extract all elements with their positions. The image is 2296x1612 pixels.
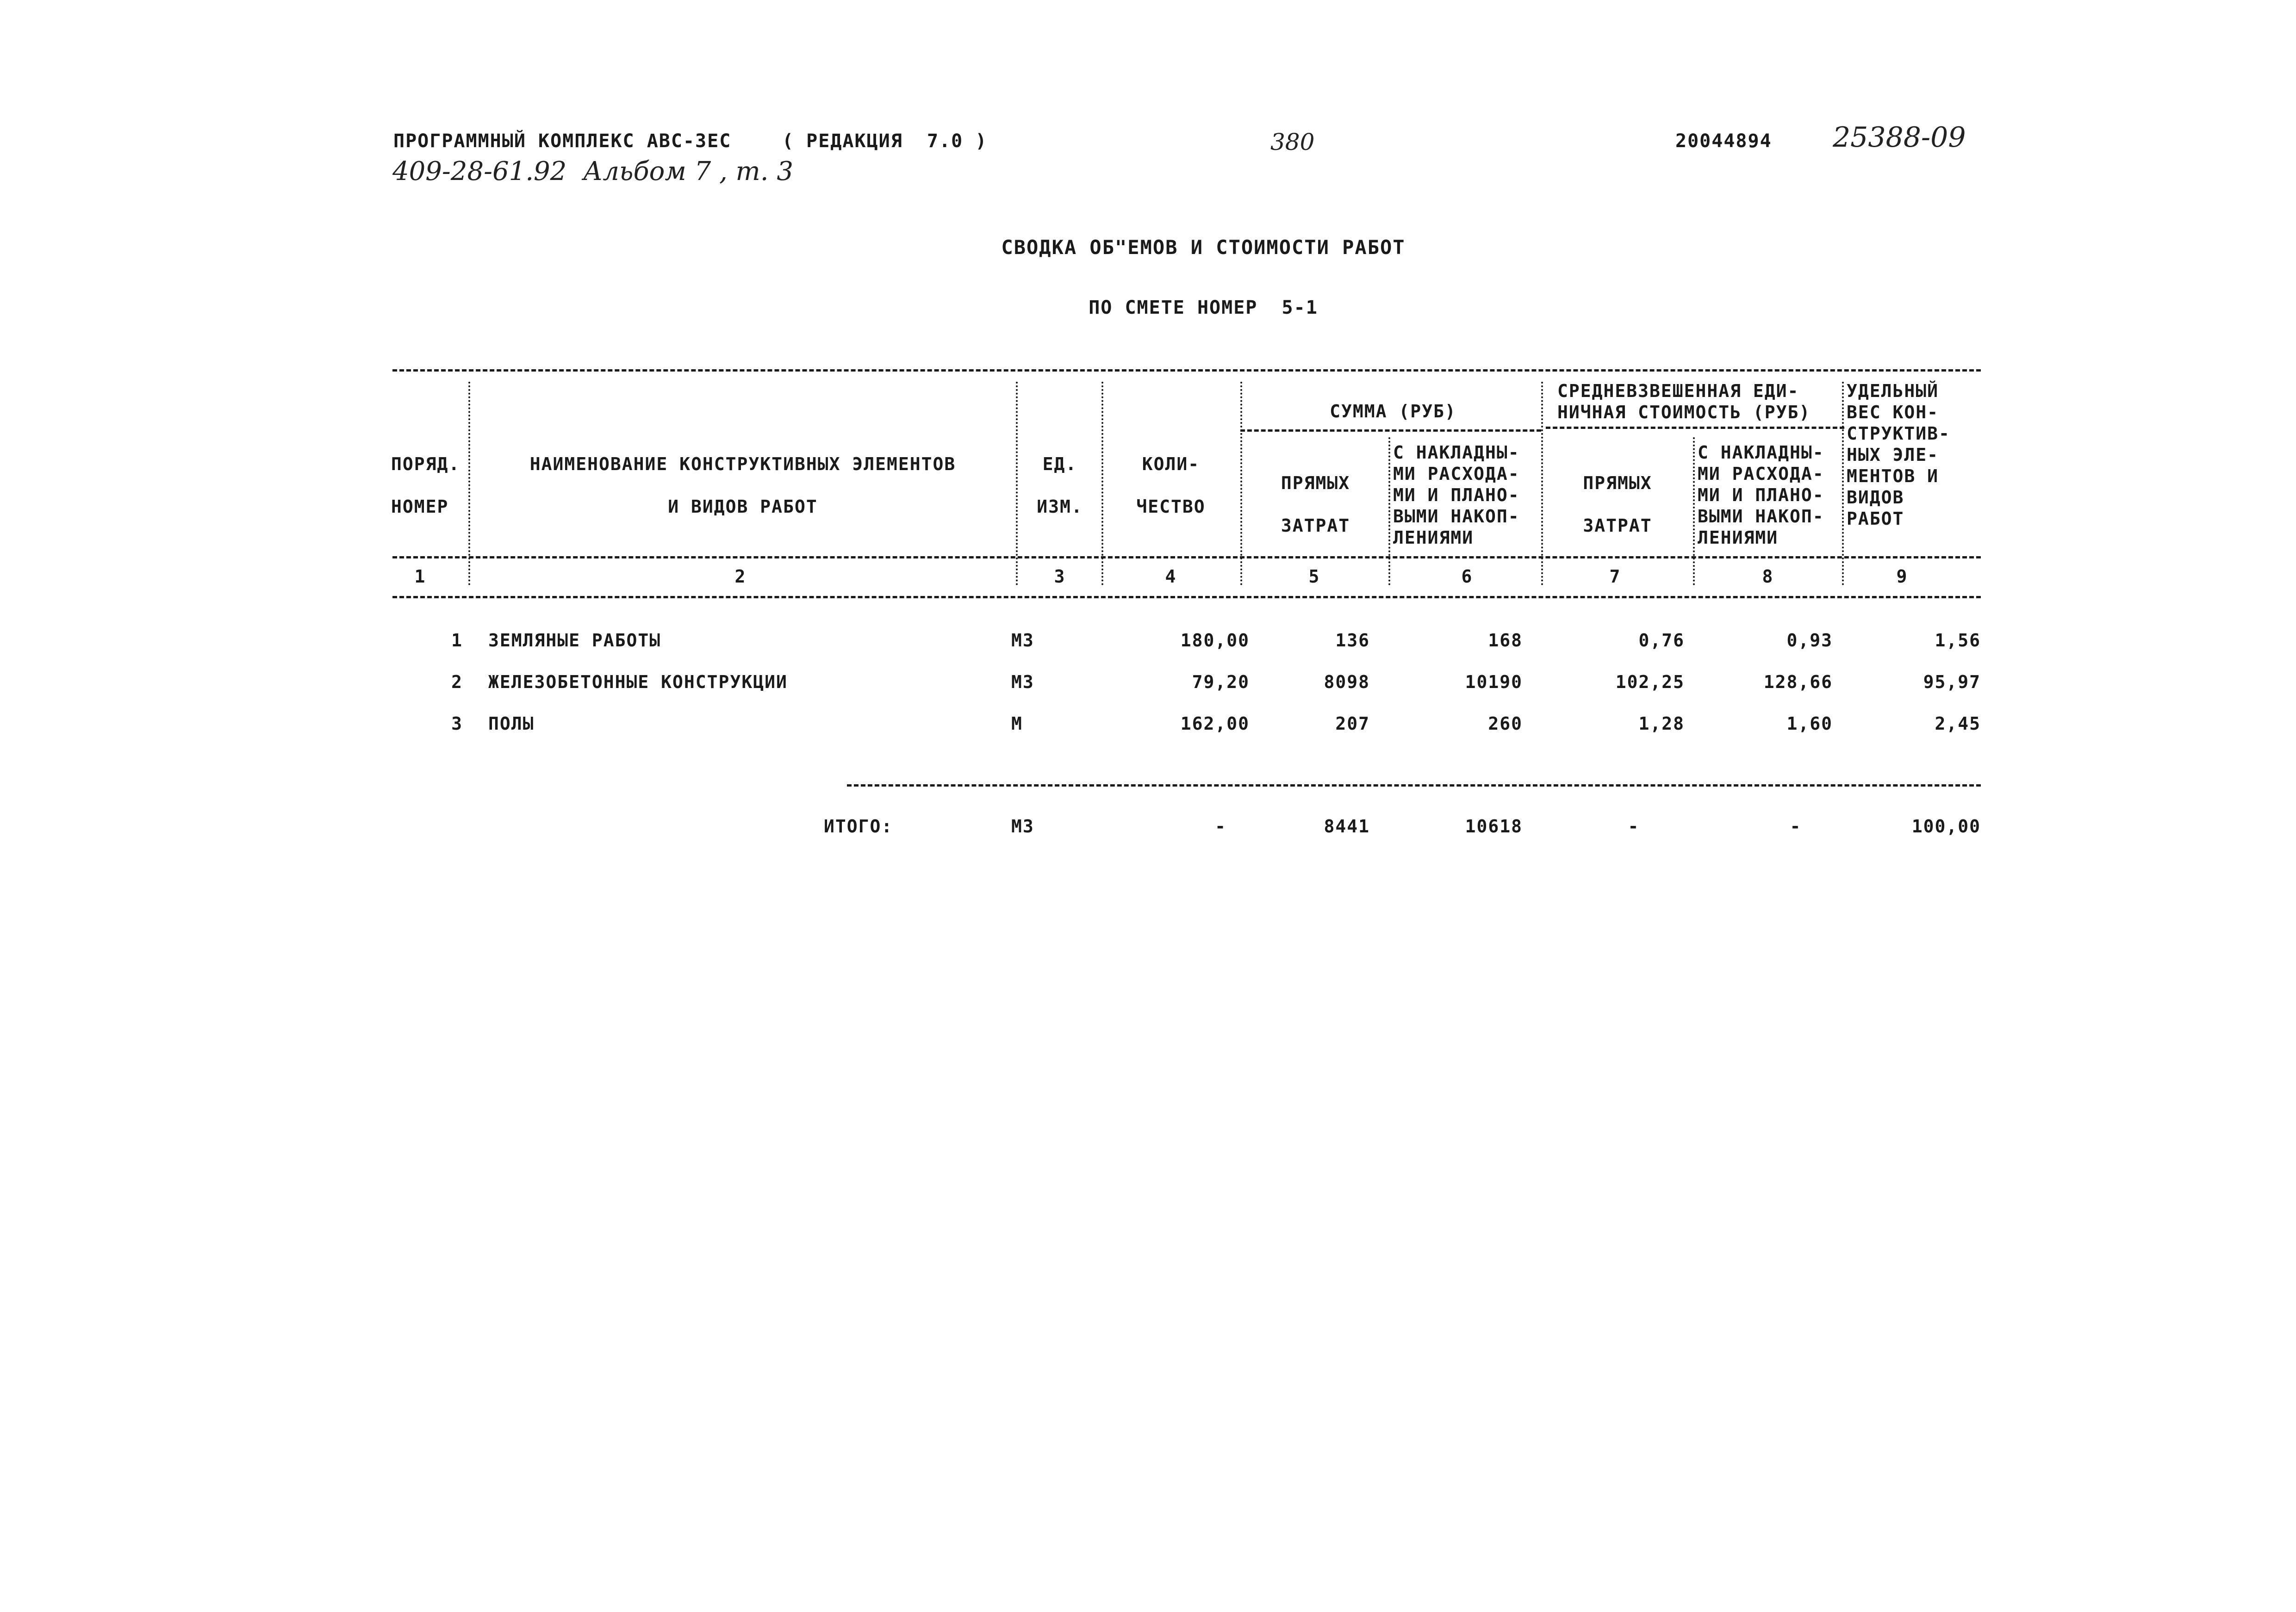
header-unit: ЕД. ИЗМ. <box>1037 454 1083 517</box>
row-share: 1,56 <box>1935 630 1981 651</box>
total-direct-cost: 8441 <box>1324 816 1370 837</box>
row-overhead-cost: 10190 <box>1465 672 1523 692</box>
col-separator <box>1240 382 1242 585</box>
col-separator <box>1693 437 1695 585</box>
col-separator <box>1016 382 1018 585</box>
row-number: 3 <box>451 713 463 734</box>
col-separator <box>1842 382 1844 585</box>
header-sum-direct: ПРЯМЫХ ЗАТРАТ <box>1281 473 1350 536</box>
col-separator <box>468 382 470 585</box>
header-avg-group: СРЕДНЕВЗВЕШЕННАЯ ЕДИ- НИЧНАЯ СТОИМОСТЬ (РУБ) <box>1557 381 1811 422</box>
row-share: 95,97 <box>1923 672 1981 692</box>
header-element-name: НАИМЕНОВАНИЕ КОНСТРУКТИВНЫХ ЭЛЕМЕНТОВ И ВИДОВ РАБОТ <box>529 454 956 517</box>
program-name: ПРОГРАММНЫЙ КОМПЛЕКС АВС-3ЕС <box>393 130 732 152</box>
total-overhead-cost: 10618 <box>1465 816 1523 837</box>
row-unit: М3 <box>1011 630 1034 651</box>
sum-group-rule <box>1240 429 1541 432</box>
row-direct-cost: 136 <box>1335 630 1370 651</box>
row-overhead-cost: 168 <box>1488 630 1523 651</box>
document-code: 20044894 <box>1675 130 1772 152</box>
document-number: 25388-09 <box>1833 121 1966 154</box>
avg-group-rule <box>1546 427 1844 429</box>
total-label: ИТОГО: <box>824 816 893 837</box>
total-unit: М3 <box>1011 816 1034 837</box>
row-unit: М <box>1011 713 1023 734</box>
row-unit-overhead: 128,66 <box>1763 672 1833 692</box>
column-number-5: 5 <box>1308 566 1320 587</box>
total-rule <box>847 784 1981 787</box>
edition-label: ( РЕДАКЦИЯ 7.0 ) <box>782 130 988 152</box>
row-overhead-cost: 260 <box>1488 713 1523 734</box>
row-unit-overhead: 1,60 <box>1786 713 1833 734</box>
column-number-2: 2 <box>734 566 747 587</box>
row-number: 2 <box>451 672 463 692</box>
row-name: ПОЛЫ <box>488 713 535 734</box>
header-quantity: КОЛИ- ЧЕСТВО <box>1136 454 1206 517</box>
col-separator <box>1388 437 1390 585</box>
header-bottom-rule <box>392 556 1981 558</box>
header-share: УДЕЛЬНЫЙ ВЕС КОН- СТРУКТИВ- НЫХ ЭЛЕ- МЕНТОВ И ВИДОВ РАБОТ <box>1847 381 1950 529</box>
row-quantity: 180,00 <box>1180 630 1250 651</box>
row-share: 2,45 <box>1935 713 1981 734</box>
row-direct-cost: 207 <box>1335 713 1370 734</box>
row-unit-direct: 102,25 <box>1615 672 1685 692</box>
column-number-8: 8 <box>1762 566 1774 587</box>
col-separator <box>1541 382 1543 585</box>
row-unit-direct: 0,76 <box>1638 630 1685 651</box>
header-sum-group: СУММА (РУБ) <box>1330 401 1456 422</box>
row-name: ЗЕМЛЯНЫЕ РАБОТЫ <box>488 630 661 651</box>
column-number-6: 6 <box>1461 566 1473 587</box>
row-quantity: 162,00 <box>1180 713 1250 734</box>
column-number-9: 9 <box>1896 566 1908 587</box>
row-unit-overhead: 0,93 <box>1786 630 1833 651</box>
total-unit-overhead: - <box>1790 816 1802 837</box>
album-reference: 409-28-61.92 Альбом 7 , т. 3 <box>392 156 793 186</box>
numbers-bottom-rule <box>392 596 1981 598</box>
col-separator <box>1101 382 1103 585</box>
page-title: СВОДКА ОБ"ЕМОВ И СТОИМОСТИ РАБОТ <box>1001 236 1406 259</box>
row-number: 1 <box>451 630 463 651</box>
column-number-7: 7 <box>1609 566 1621 587</box>
row-quantity: 79,20 <box>1192 672 1250 692</box>
header-sum-overhead: С НАКЛАДНЫ- МИ РАСХОДА- МИ И ПЛАНО- ВЫМИ НАКОП- ЛЕНИЯМИ <box>1393 442 1520 548</box>
total-share: 100,00 <box>1911 816 1981 837</box>
table-top-rule <box>392 369 1981 372</box>
column-number-4: 4 <box>1165 566 1177 587</box>
row-unit-direct: 1,28 <box>1638 713 1685 734</box>
row-name: ЖЕЛЕЗОБЕТОННЫЕ КОНСТРУКЦИИ <box>488 672 788 692</box>
header-avg-direct: ПРЯМЫХ ЗАТРАТ <box>1583 473 1652 536</box>
total-quantity: - <box>1215 816 1226 837</box>
header-avg-overhead: С НАКЛАДНЫ- МИ РАСХОДА- МИ И ПЛАНО- ВЫМИ НАКОП- ЛЕНИЯМИ <box>1698 442 1824 548</box>
header-order-number: ПОРЯД. НОМЕР <box>391 454 460 517</box>
row-direct-cost: 8098 <box>1324 672 1370 692</box>
row-unit: М3 <box>1011 672 1034 692</box>
column-number-3: 3 <box>1054 566 1066 587</box>
column-number-1: 1 <box>414 566 426 587</box>
page-number: 380 <box>1270 129 1315 155</box>
total-unit-direct: - <box>1628 816 1640 837</box>
page-subtitle: ПО СМЕТЕ НОМЕР 5-1 <box>1089 297 1318 318</box>
